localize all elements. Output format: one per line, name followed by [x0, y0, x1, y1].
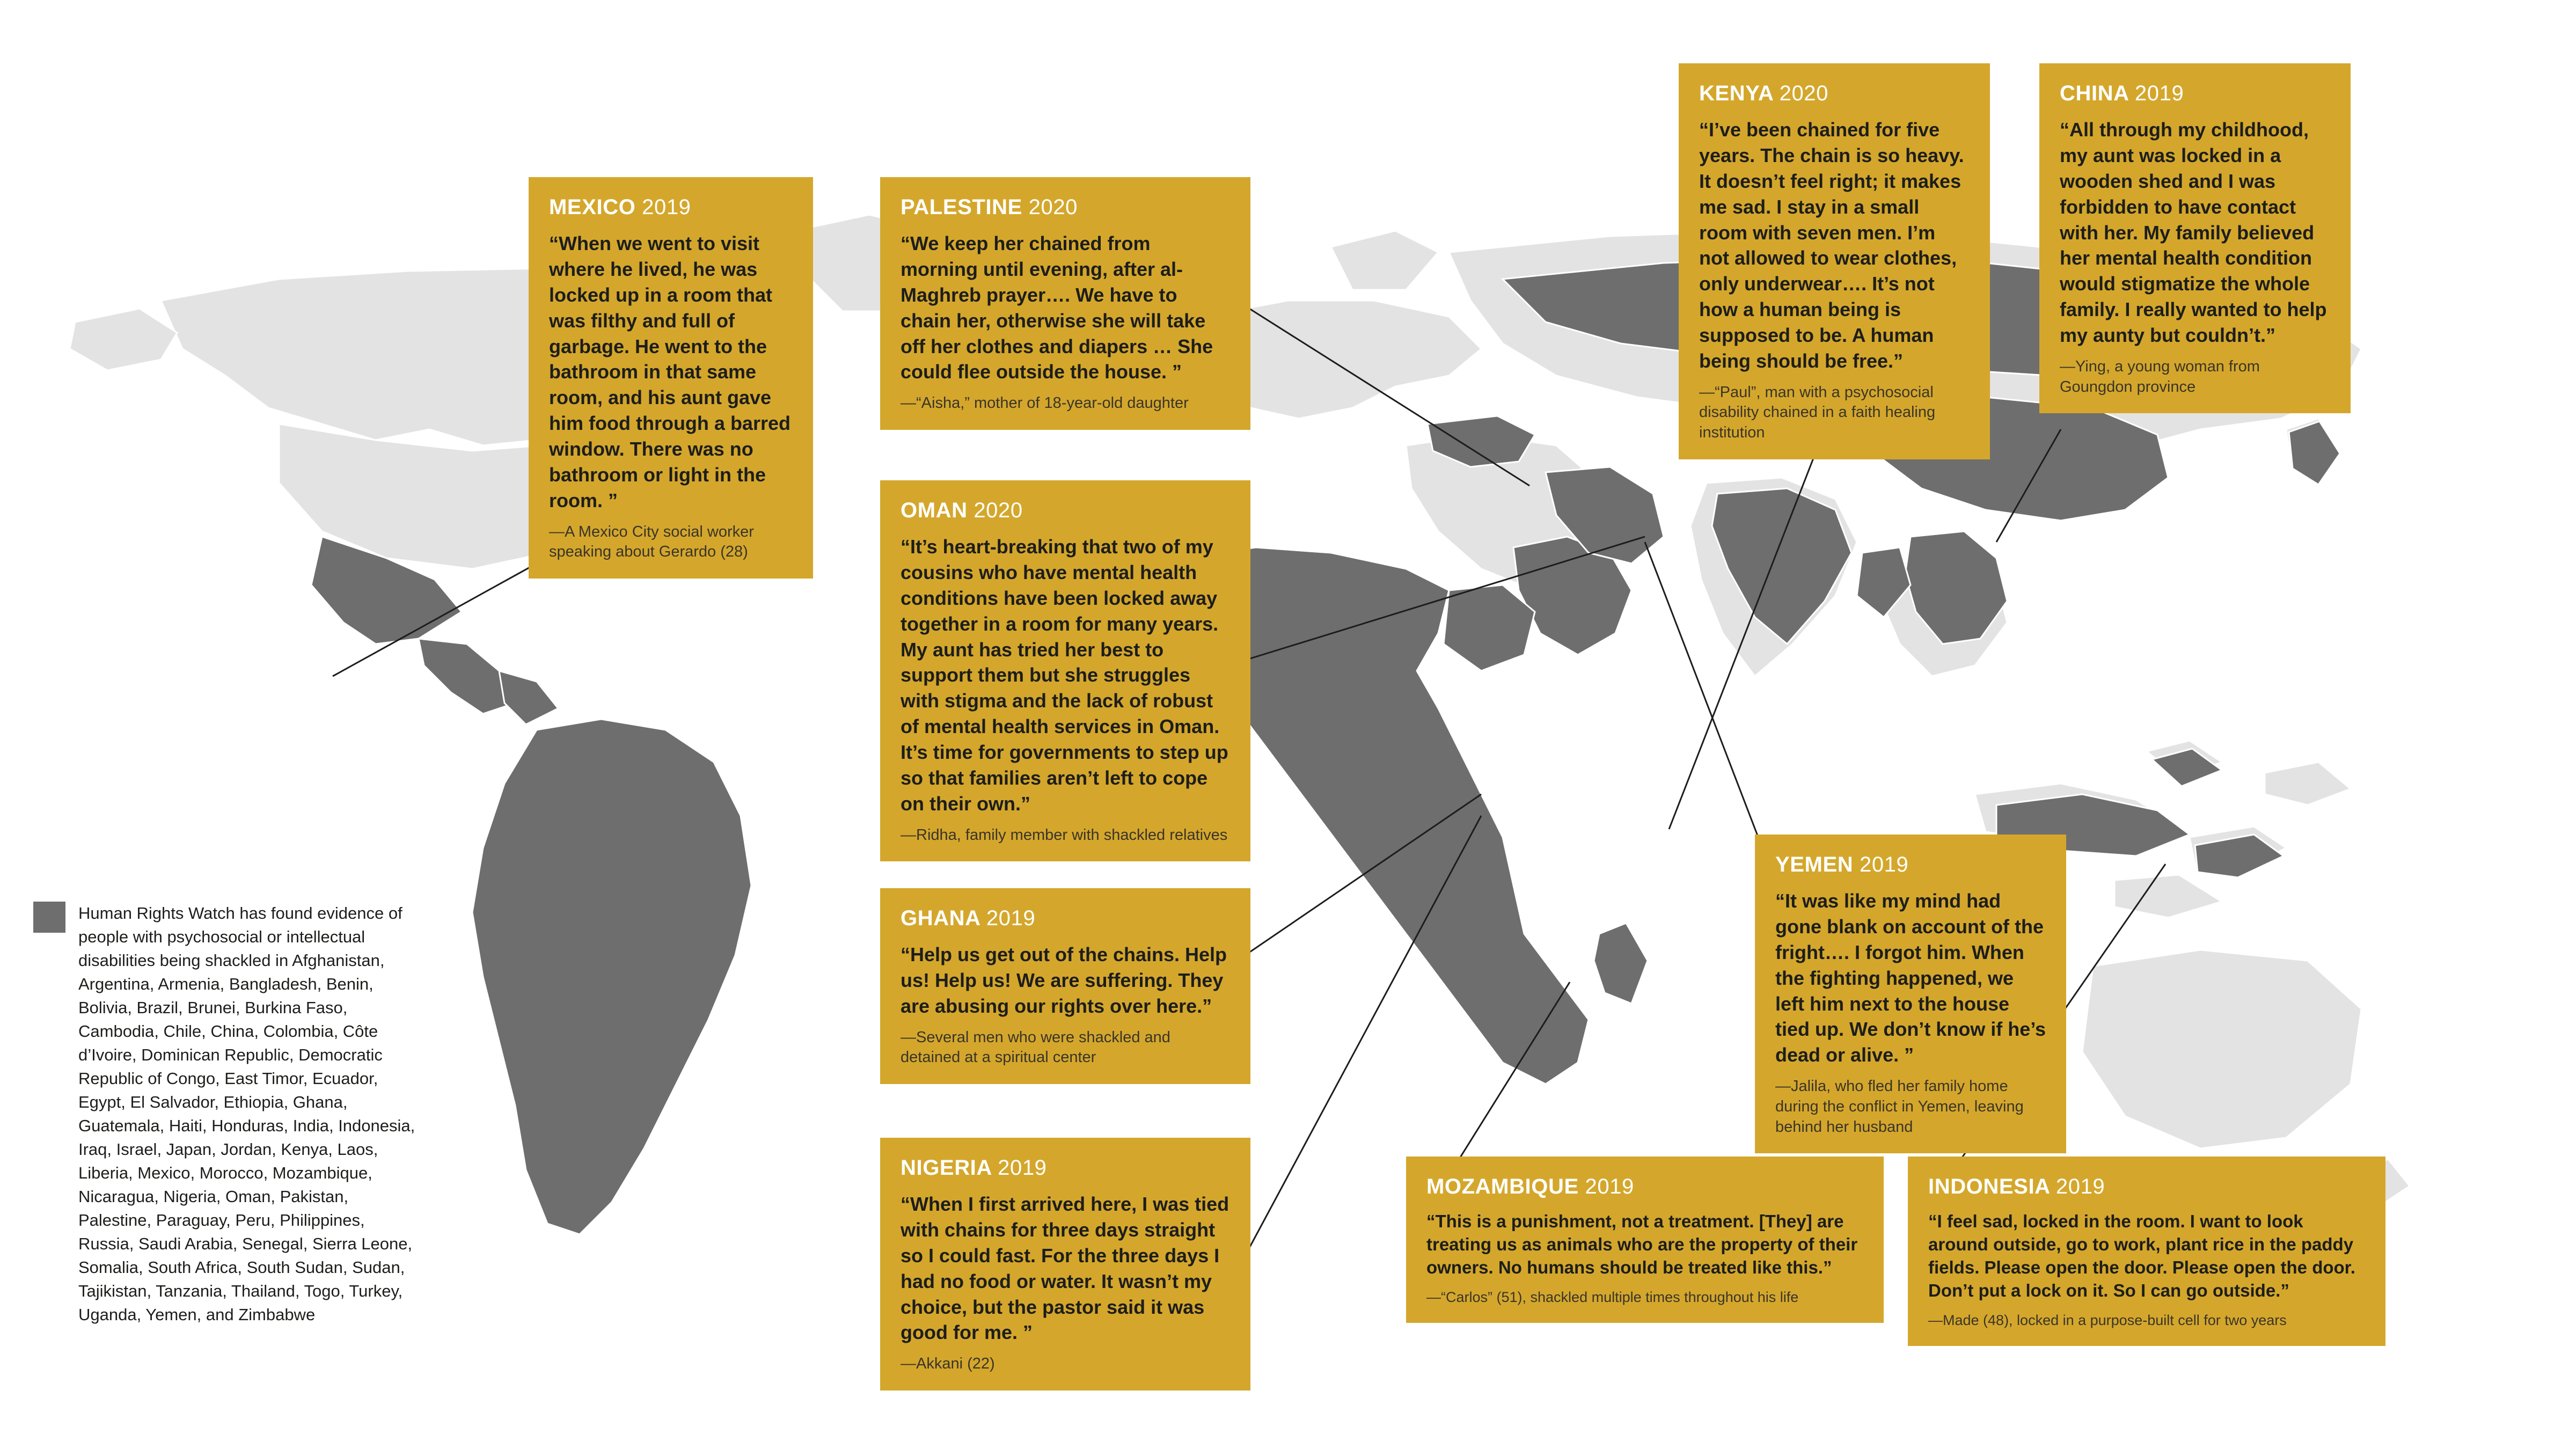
card-attribution-kenya: —“Paul”, man with a psychosocial disability chained in a faith healing institution [1699, 383, 1936, 442]
card-attribution-nigeria: —Akkani (22) [901, 1355, 995, 1373]
card-quote-ghana: “Help us get out of the chains. Help us! Help us! We are suffering. They are abusing our rights over here.” [901, 943, 1227, 1017]
card-country-name: MEXICO [549, 195, 636, 219]
card-country-year: 2020 [1779, 82, 1828, 105]
card-country-name: KENYA [1699, 82, 1773, 105]
card-country-year: 2019 [998, 1156, 1047, 1180]
card-quote-mexico: “When we went to visit where he lived, he was locked up in a room that was filthy and full of garbage. He went to the bathroom in that same room, and his aunt gave him food through a barred window. There was no bathroom or light in the room. ” [549, 232, 791, 511]
card-country-name: PALESTINE [901, 195, 1022, 219]
quote-card-kenya[interactable] [1679, 63, 1990, 459]
card-country-name: NIGERIA [901, 1156, 992, 1180]
card-country-year: 2019 [2055, 1175, 2105, 1198]
card-country-name: CHINA [2060, 82, 2129, 105]
card-country-kenya [1699, 82, 1970, 105]
card-country-name: MOZAMBIQUE [1426, 1175, 1579, 1198]
card-country-year: 2019 [1585, 1175, 1634, 1198]
card-attribution-mexico: —A Mexico City social worker speaking about Gerardo (28) [549, 523, 754, 561]
card-quote-nigeria: “When I first arrived here, I was tied with chains for three days straight so I could fast. For the three days I had no food or water. It wasn’t my choice, but the pastor said it was good for me. ” [901, 1193, 1230, 1344]
card-attribution-indonesia: —Made (48), locked in a purpose-built cell for two years [1928, 1312, 2287, 1328]
card-country-oman [901, 499, 1230, 522]
quote-card-indonesia[interactable] [1908, 1157, 2385, 1346]
card-quote-indonesia: “I feel sad, locked in the room. I want to look around outside, go to work, plant rice in the paddy fields. Please open the door. Please open the door. Don’t put a lock on it. So I can go outside.” [1928, 1211, 2355, 1300]
card-quote-palestine: “We keep her chained from morning until evening, after al-Maghreb prayer…. We have to chain her, otherwise she will take off her clothes and diapers … She could flee outside the house. ” [901, 232, 1213, 383]
card-country-mexico [549, 195, 793, 219]
card-attribution-ghana: —Several men who were shackled and detained at a spiritual center [901, 1028, 1170, 1066]
card-quote-china: “All through my childhood, my aunt was locked in a wooden shed and I was forbidden to have contact with her. My family believed her mental health condition would stigmatize the whole family. I really wanted to help my aunty but couldn’t.” [2060, 119, 2327, 346]
card-country-mozambique [1426, 1175, 1863, 1198]
legend-swatch [33, 902, 65, 933]
quote-card-ghana[interactable] [880, 888, 1250, 1084]
card-country-yemen [1775, 853, 2046, 876]
card-country-ghana [901, 906, 1230, 930]
quote-card-palestine[interactable] [880, 177, 1250, 430]
card-country-year: 2019 [1859, 853, 1909, 876]
legend-text: Human Rights Watch has found evidence of people with psychosocial or intellectual disabilities being shackled in Afghanistan, Argentina, Armenia, Bangladesh, Benin, Bolivia, Brazil, Brunei, Burkina Faso, Cambodia, Chile, China, Colombia, Côte d’Ivoire, Dominican Republic, Democratic Republic of Congo, East Timor, Ecuador, Egypt, El Salvador, Ethiopia, Ghana, Guatemala, Haiti, Honduras, India, Indonesia, Iraq, Israel, Japan, Jordan, Kenya, Laos, Liberia, Mexico, Morocco, Mozambique, Nicaragua, Nigeria, Oman, Pakistan, Palestine, Paraguay, Peru, Philippines, Russia, Saudi Arabia, Senegal, Sierra Leone, Somalia, South Africa, South Sudan, Sudan, Tajikistan, Tanzania, Thailand, Togo, Turkey, Uganda, Yemen, and Zimbabwe [78, 904, 415, 1324]
card-quote-mozambique: “This is a punishment, not a treatment. [They] are treating us as animals who are the property of their owners. No humans should be treated like this.” [1426, 1211, 1858, 1277]
quote-card-nigeria[interactable] [880, 1138, 1250, 1391]
card-country-name: YEMEN [1775, 853, 1854, 876]
card-attribution-china: —Ying, a young woman from Goungdon province [2060, 357, 2260, 396]
card-country-indonesia [1928, 1175, 2365, 1198]
card-country-nigeria [901, 1156, 1230, 1180]
card-country-year: 2020 [974, 499, 1023, 522]
legend [33, 902, 420, 1327]
card-country-name: GHANA [901, 906, 980, 930]
quote-card-mozambique[interactable] [1406, 1157, 1884, 1323]
card-quote-kenya: “I’ve been chained for five years. The chain is so heavy. It doesn’t feel right; it makes me sad. I stay in a small room with seven men. I’m not allowed to wear clothes, only underwear…. It’s not how a human being is supposed to be. A human being should be free.” [1699, 119, 1964, 372]
card-attribution-oman: —Ridha, family member with shackled relatives [901, 826, 1228, 844]
card-country-name: OMAN [901, 499, 968, 522]
card-country-year: 2019 [986, 906, 1036, 930]
quote-card-mexico[interactable] [529, 177, 813, 579]
card-country-year: 2019 [642, 195, 691, 219]
card-attribution-yemen: —Jalila, who fled her family home during the conflict in Yemen, leaving behind her husband [1775, 1078, 2024, 1136]
card-attribution-palestine: —“Aisha,” mother of 18-year-old daughter [901, 394, 1189, 412]
card-quote-oman: “It’s heart-breaking that two of my cousins who have mental health conditions have been locked away together in a room for many years. My aunt has tried her best to support them but she struggles with stigma and the lack of robust of mental health services in Oman. It’s time for governments to step up so that families aren’t left to cope on their own.” [901, 536, 1228, 815]
card-attribution-mozambique: —“Carlos” (51), shackled multiple times throughout his life [1426, 1289, 1799, 1305]
quote-card-china[interactable] [2039, 63, 2351, 413]
card-country-palestine [901, 195, 1230, 219]
card-country-year: 2020 [1028, 195, 1078, 219]
card-country-name: INDONESIA [1928, 1175, 2050, 1198]
quote-card-yemen[interactable] [1755, 835, 2066, 1153]
quote-card-oman[interactable] [880, 480, 1250, 861]
card-country-year: 2019 [2134, 82, 2184, 105]
card-quote-yemen: “It was like my mind had gone blank on account of the fright…. I forgot him. When the fighting happened, we left him next to the house tied up. We don’t know if he’s dead or alive. ” [1775, 890, 2046, 1066]
card-country-china [2060, 82, 2330, 105]
